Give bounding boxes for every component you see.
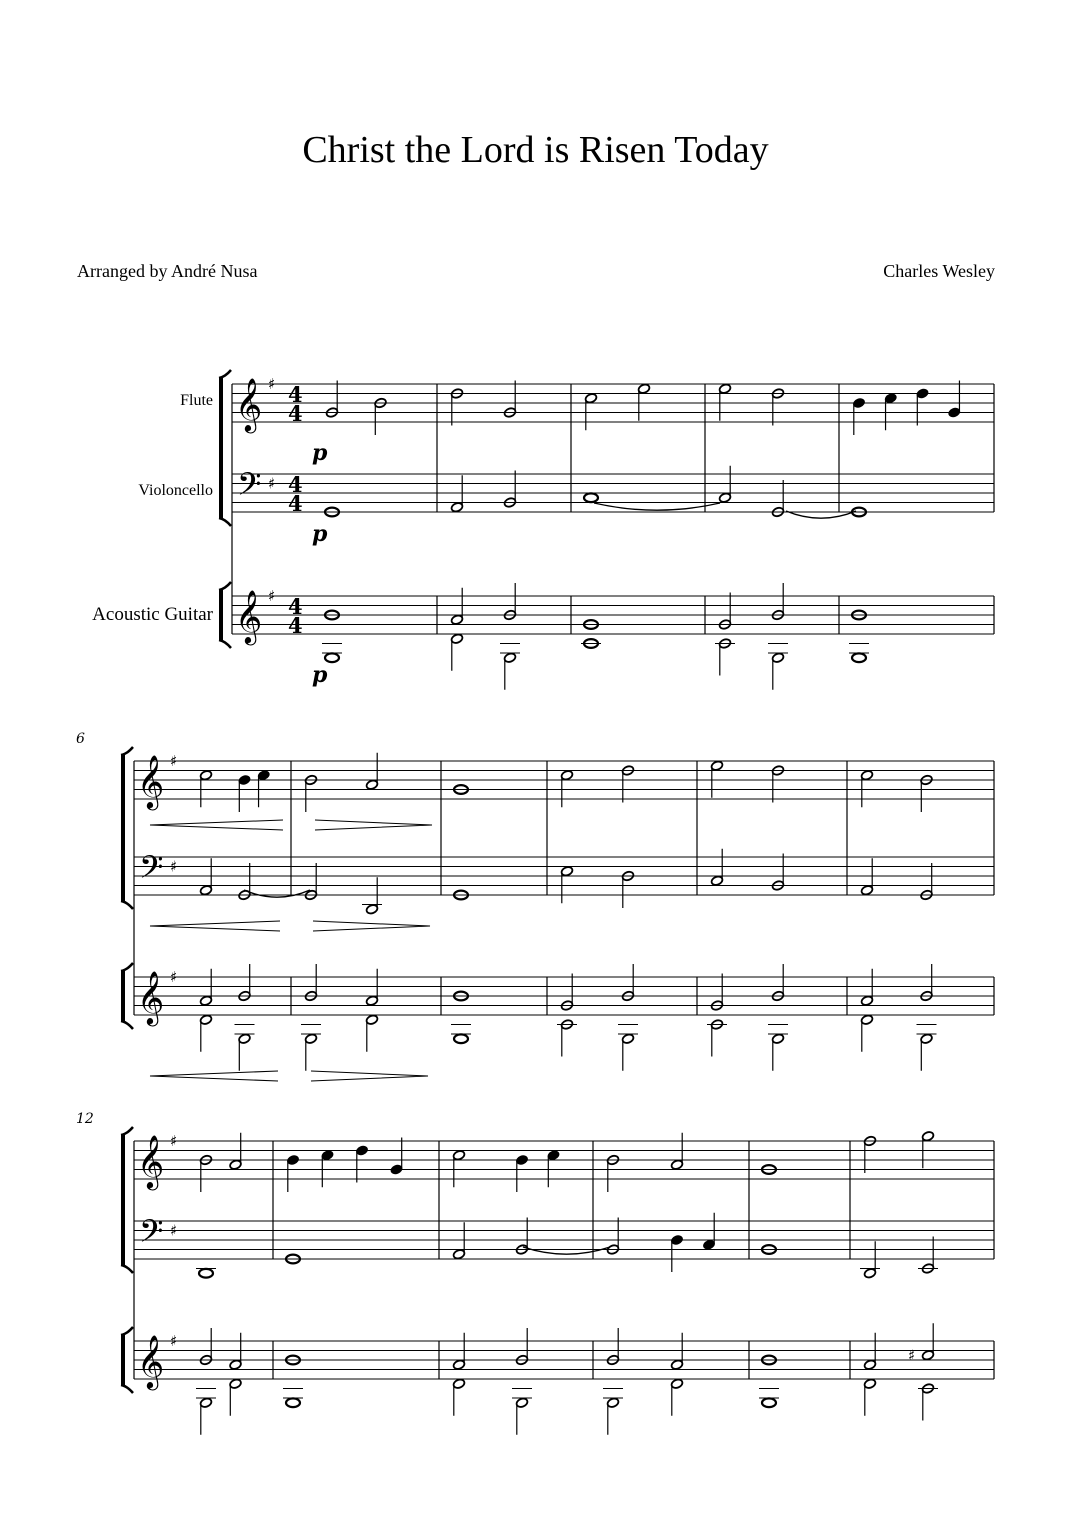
note (257, 770, 270, 808)
whole-notehead (852, 653, 866, 662)
note (500, 644, 520, 690)
whole-notehead (584, 493, 598, 502)
composer-credit: Charles Wesley (883, 261, 995, 281)
whole-notehead (286, 1398, 300, 1407)
dynamic-piano: p (312, 440, 328, 466)
note (759, 1389, 779, 1408)
note (560, 770, 573, 808)
note (450, 633, 463, 671)
note (918, 1237, 938, 1275)
note (637, 383, 650, 421)
bracket-hook (121, 1385, 133, 1393)
note (301, 1025, 321, 1071)
arranger-credit: Arranged by André Nusa (77, 261, 258, 281)
note (512, 1389, 532, 1435)
note (670, 1333, 683, 1371)
note (921, 1131, 934, 1169)
guitar-staff (232, 596, 994, 634)
diminuendo-hairpin (313, 921, 430, 931)
time-signature-bottom: 4 (288, 401, 303, 426)
sharp-accidental-icon: ♯ (908, 1346, 916, 1365)
note (849, 644, 869, 663)
note (322, 644, 342, 663)
note (921, 1323, 934, 1361)
key-signature-sharp: ♯ (268, 587, 276, 605)
note (768, 1025, 788, 1071)
treble-clef-icon: 𝄞 (137, 754, 165, 808)
tie (523, 1247, 610, 1254)
bracket-hook (219, 582, 231, 590)
bracket-hook (121, 747, 133, 755)
note (916, 388, 929, 426)
diminuendo-hairpin (311, 1071, 428, 1081)
key-signature-sharp: ♯ (170, 1132, 178, 1150)
note (365, 1014, 378, 1052)
note (718, 466, 731, 504)
key-signature-sharp: ♯ (170, 1332, 178, 1350)
note (199, 1014, 212, 1052)
score-title: Christ the Lord is Risen Today (302, 129, 769, 171)
bass-clef-icon: 𝄢 (139, 1213, 164, 1257)
bracket-hook (121, 963, 133, 971)
note (450, 588, 463, 626)
note (863, 1333, 876, 1371)
note (390, 1138, 403, 1176)
note (670, 1133, 683, 1171)
whole-notehead (199, 1269, 213, 1278)
note (321, 1150, 334, 1188)
note (860, 969, 873, 1007)
key-signature-sharp: ♯ (170, 968, 178, 986)
note (852, 397, 865, 435)
system-bracket (121, 1135, 125, 1265)
crescendo-hairpin (150, 921, 280, 931)
system-bracket (121, 755, 125, 901)
dynamic-piano: p (312, 521, 328, 547)
time-signature-bottom: 4 (288, 613, 303, 638)
whole-notehead (325, 653, 339, 662)
note (863, 1378, 876, 1416)
time-signature-top: 4 (288, 472, 303, 497)
note (238, 774, 251, 812)
bracket-hook (121, 1265, 133, 1273)
note (860, 858, 873, 896)
note (199, 858, 212, 896)
note (710, 760, 723, 798)
note (283, 1389, 303, 1408)
flute-label: Flute (180, 392, 213, 409)
note (235, 1025, 255, 1071)
treble-clef-icon: 𝄞 (235, 377, 263, 431)
note (365, 753, 378, 791)
note (584, 393, 597, 431)
diminuendo-hairpin (315, 820, 432, 830)
key-signature-sharp: ♯ (268, 474, 276, 493)
guitar-bracket (121, 1335, 125, 1385)
note (452, 1222, 465, 1260)
note (229, 1133, 242, 1171)
note (581, 639, 601, 648)
note (199, 770, 212, 808)
time-signature-top: 4 (288, 594, 303, 619)
bracket-hook (121, 1021, 133, 1029)
system-bracket (219, 378, 223, 518)
cello-label: Violoncello (138, 482, 213, 499)
note (547, 1150, 560, 1188)
bracket-hook (219, 640, 231, 648)
note (196, 1389, 216, 1435)
note (670, 1234, 683, 1272)
note (362, 877, 382, 915)
dynamic-piano: p (312, 662, 328, 688)
note (702, 1213, 715, 1251)
note (917, 1025, 937, 1071)
bracket-hook (219, 370, 231, 378)
note (196, 1269, 216, 1278)
note (860, 1014, 873, 1052)
time-signature-top: 4 (288, 382, 303, 407)
guitar-staff (134, 1341, 994, 1379)
note (670, 1378, 683, 1416)
tie (594, 503, 720, 510)
guitar-bracket (121, 971, 125, 1021)
note (768, 644, 788, 690)
crescendo-hairpin (150, 1071, 278, 1081)
treble-clef-icon: 𝄞 (137, 1334, 165, 1388)
note (229, 1333, 242, 1371)
guitar-bracket (219, 590, 223, 640)
bass-clef-icon: 𝄢 (237, 466, 262, 510)
note (584, 493, 598, 502)
note (450, 475, 463, 513)
note (365, 969, 378, 1007)
bass-clef-icon: 𝄢 (139, 849, 164, 893)
bracket-hook (219, 518, 231, 526)
key-signature-sharp: ♯ (170, 857, 178, 876)
note (948, 381, 961, 419)
note (710, 849, 723, 887)
key-signature-sharp: ♯ (170, 752, 178, 770)
note (515, 1154, 528, 1192)
key-signature-sharp: ♯ (170, 1221, 178, 1240)
note (618, 1025, 638, 1071)
bracket-hook (121, 1127, 133, 1135)
guitar-label: Acoustic Guitar (92, 604, 213, 625)
note (715, 638, 735, 676)
note (560, 866, 573, 904)
note (707, 1019, 727, 1057)
note (918, 1383, 938, 1421)
flute-staff (232, 384, 994, 422)
note (603, 1389, 623, 1435)
note (286, 1154, 299, 1192)
note (229, 1378, 242, 1416)
note (451, 1025, 471, 1044)
cello-staff (134, 1221, 994, 1259)
note (452, 1150, 465, 1188)
tie (244, 890, 310, 897)
bracket-hook (121, 901, 133, 909)
note (860, 1241, 880, 1279)
time-signature-bottom: 4 (288, 491, 303, 516)
note (718, 383, 731, 421)
whole-notehead (454, 1034, 468, 1043)
crescendo-hairpin (150, 820, 283, 830)
bracket-hook (121, 1327, 133, 1335)
note (557, 1019, 577, 1057)
whole-notehead (762, 1398, 776, 1407)
note (452, 1333, 465, 1371)
note (860, 770, 873, 808)
treble-clef-icon: 𝄞 (235, 589, 263, 643)
treble-clef-icon: 𝄞 (137, 1134, 165, 1188)
measure-number: 12 (76, 1111, 94, 1127)
note (355, 1145, 368, 1183)
note (452, 1378, 465, 1416)
note (884, 393, 897, 431)
treble-clef-icon: 𝄞 (137, 970, 165, 1024)
key-signature-sharp: ♯ (268, 375, 276, 393)
note (199, 969, 212, 1007)
measure-number: 6 (76, 731, 85, 747)
